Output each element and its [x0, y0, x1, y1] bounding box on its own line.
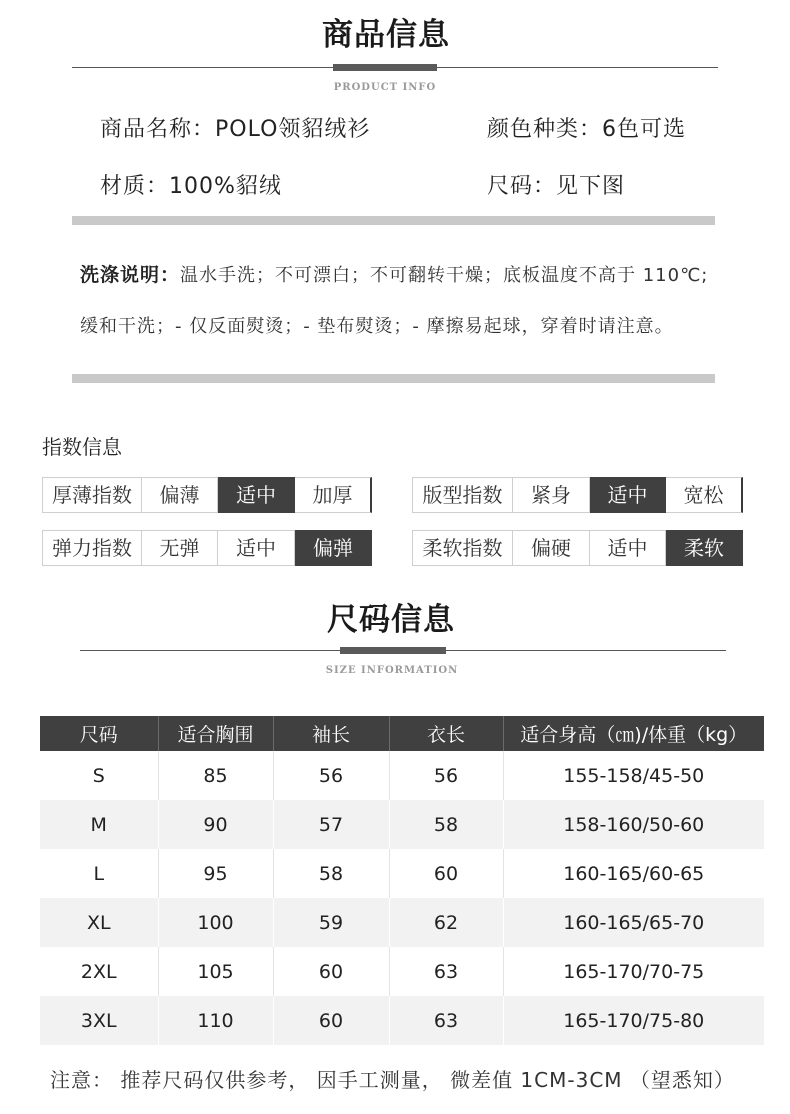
cell-size: XL: [40, 898, 158, 947]
size-info-divider-accent: [340, 647, 446, 654]
cell-size: M: [40, 800, 158, 849]
cell-length: 60: [389, 849, 503, 898]
column-header-sleeve: 袖长: [273, 716, 389, 751]
field-material: [100, 174, 282, 200]
table-row: [40, 996, 764, 1045]
cell-length: 62: [389, 898, 503, 947]
index-option: 适中: [590, 477, 666, 513]
product-info-title: 商品信息: [322, 17, 450, 53]
index-option: 柔软: [666, 530, 743, 566]
cell-height-weight: 165-170/75-80: [503, 996, 764, 1045]
cell-sleeve: 56: [273, 751, 389, 800]
index-info-title: 指数信息: [42, 435, 122, 459]
column-header-chest: 适合胸围: [158, 716, 273, 751]
field-product-name: [100, 117, 370, 143]
table-row: [40, 751, 764, 800]
index-row-elasticity: [42, 530, 372, 566]
size-table: [40, 716, 764, 1045]
cell-size: S: [40, 751, 158, 800]
index-label: 弹力指数: [42, 530, 142, 566]
index-row-fit: [412, 477, 743, 513]
index-option: 适中: [218, 530, 295, 566]
column-header-height-weight: 适合身高（㎝)/体重（kg）: [503, 716, 764, 751]
cell-height-weight: 160-165/60-65: [503, 849, 764, 898]
cell-size: 2XL: [40, 947, 158, 996]
size-note: 注意： 推荐尺码仅供参考， 因手工测量， 微差值 1CM-3CM （望悉知）: [50, 1068, 735, 1092]
field-label: 材质：: [100, 174, 170, 199]
cell-length: 58: [389, 800, 503, 849]
product-info-divider-accent: [333, 64, 437, 71]
column-header-length: 衣长: [389, 716, 503, 751]
index-option: 偏薄: [142, 477, 218, 513]
cell-sleeve: 59: [273, 898, 389, 947]
field-label: 尺码：: [487, 174, 557, 199]
table-row: [40, 947, 764, 996]
cell-chest: 110: [158, 996, 273, 1045]
index-option: 宽松: [666, 477, 743, 513]
field-value: POLO领貂绒衫: [215, 117, 371, 142]
cell-height-weight: 158-160/50-60: [503, 800, 764, 849]
size-info-subtitle: SIZE INFORMATION: [325, 665, 459, 676]
index-label: 厚薄指数: [42, 477, 142, 513]
column-header-size: 尺码: [40, 716, 158, 751]
washing-line-1: [80, 264, 708, 287]
cell-height-weight: 165-170/70-75: [503, 947, 764, 996]
cell-sleeve: 58: [273, 849, 389, 898]
washing-text-1: 温水手洗；不可漂白；不可翻转干燥；底板温度不高于 110℃;: [180, 265, 709, 286]
cell-chest: 105: [158, 947, 273, 996]
field-label: 颜色种类：: [487, 117, 603, 142]
index-label: 版型指数: [412, 477, 513, 513]
index-row-thickness: [42, 477, 372, 513]
cell-chest: 85: [158, 751, 273, 800]
field-size: [487, 174, 625, 200]
index-row-softness: [412, 530, 743, 566]
cell-sleeve: 60: [273, 947, 389, 996]
product-info-subtitle: PRODUCT INFO: [333, 82, 437, 93]
size-table-header: [40, 716, 764, 751]
washing-label: 洗涤说明：: [80, 264, 181, 286]
cell-size: 3XL: [40, 996, 158, 1045]
cell-sleeve: 57: [273, 800, 389, 849]
cell-length: 56: [389, 751, 503, 800]
size-info-title: 尺码信息: [327, 602, 455, 638]
index-option: 加厚: [295, 477, 372, 513]
field-color-options: [487, 117, 686, 143]
field-value: 6色可选: [602, 117, 687, 142]
index-option: 无弹: [142, 530, 218, 566]
cell-length: 63: [389, 996, 503, 1045]
cell-chest: 95: [158, 849, 273, 898]
cell-height-weight: 160-165/65-70: [503, 898, 764, 947]
field-value: 见下图: [556, 174, 626, 199]
cell-length: 63: [389, 947, 503, 996]
cell-chest: 100: [158, 898, 273, 947]
index-option: 紧身: [513, 477, 590, 513]
index-option: 偏弹: [295, 530, 372, 566]
cell-size: L: [40, 849, 158, 898]
field-value: 100%貂绒: [169, 174, 282, 199]
cell-sleeve: 60: [273, 996, 389, 1045]
index-label: 柔软指数: [412, 530, 513, 566]
index-option: 适中: [590, 530, 666, 566]
field-label: 商品名称：: [100, 117, 216, 142]
index-option: 偏硬: [513, 530, 590, 566]
cell-height-weight: 155-158/45-50: [503, 751, 764, 800]
table-row: [40, 800, 764, 849]
section-divider-bar: [72, 374, 715, 383]
section-divider-bar: [72, 216, 715, 225]
index-option: 适中: [218, 477, 295, 513]
washing-line-2: 缓和干洗；- 仅反面熨烫；- 垫布熨烫；- 摩擦易起球，穿着时请注意。: [80, 316, 674, 337]
table-row: [40, 898, 764, 947]
cell-chest: 90: [158, 800, 273, 849]
table-row: [40, 849, 764, 898]
